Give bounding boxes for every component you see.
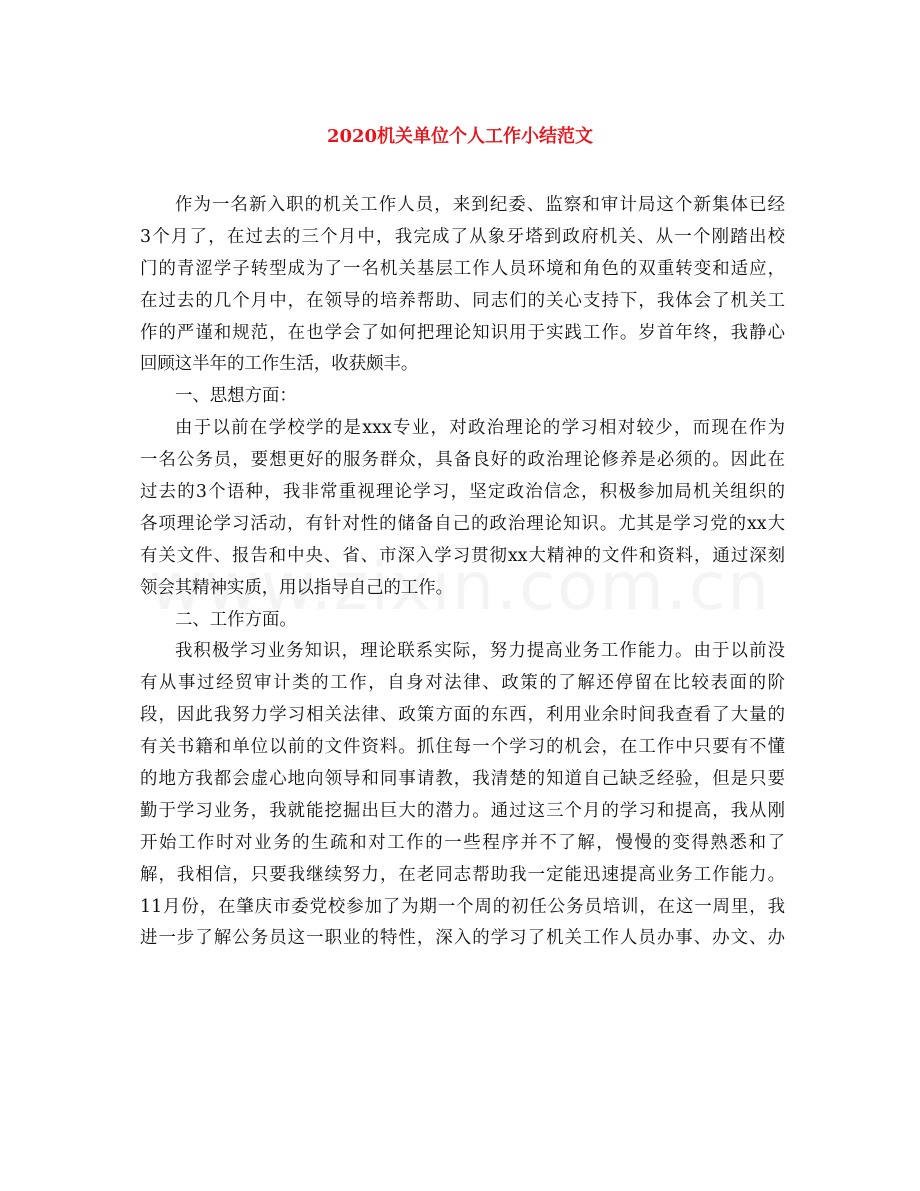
paragraph-line: 解，我相信，只要我继续努力，在老同志帮助我一定能迅速提高业务工作能力。 [140,864,785,885]
paragraph-line: 一名公务员，要想更好的服务群众，具备良好的政治理论修养是必须的。因此在 [140,450,785,471]
paragraph-line: 由于以前在学校学的是xxx专业，对政治理论的学习相对较少，而现在作为 [175,418,785,439]
paragraph-line: 进一步了解公务员这一职业的特性，深入的学习了机关工作人员办事、办文、办 [140,928,785,949]
paragraph-line: 在过去的几个月中，在领导的培养帮助、同志们的关心支持下，我体会了机关工 [140,290,785,311]
paragraph-line: 11月份，在肇庆市委党校参加了为期一个周的初任公务员培训，在这一周里，我 [140,896,785,917]
section-heading: 一、思想方面： [175,386,297,407]
paragraph-line: 开始工作时对业务的生疏和对工作的一些程序并不了解，慢慢的变得熟悉和了 [140,832,785,853]
paragraph-line: 段，因此我努力学习相关法律、政策方面的东西，利用业余时间我查看了大量的 [140,705,785,726]
paragraph-line: 有从事过经贸审计类的工作，自身对法律、政策的了解还停留在比较表面的阶 [140,673,785,694]
paragraph-line: 勤于学习业务，我就能挖掘出巨大的潜力。通过这三个月的学习和提高，我从刚 [140,800,785,821]
paragraph-line: 有关书籍和单位以前的文件资料。抓住每一个学习的机会，在工作中只要有不懂 [140,737,785,758]
paragraph-line: 有关文件、报告和中央、省、市深入学习贯彻xx大精神的文件和资料，通过深刻 [140,545,785,566]
paragraph-line: 3个月了，在过去的三个月中，我完成了从象牙塔到政府机关、从一个刚踏出校 [140,226,785,247]
paragraph-line: 作的严谨和规范，在也学会了如何把理论知识用于实践工作。岁首年终，我静心 [140,322,785,343]
paragraph-line: 门的青涩学子转型成为了一名机关基层工作人员环境和角色的双重转变和适应， [140,258,785,279]
paragraph-line: 各项理论学习活动，有针对性的储备自己的政治理论知识。尤其是学习党的xx大 [140,513,785,534]
paragraph-line: 领会其精神实质，用以指导自己的工作。 [140,577,454,598]
paragraph-line: 过去的3个语种，我非常重视理论学习，坚定政治信念，积极参加局机关组织的 [140,482,785,503]
paragraph-line: 的地方我都会虚心地向领导和同事请教，我清楚的知道自己缺乏经验，但是只要 [140,769,785,790]
paragraph-line: 作为一名新入职的机关工作人员，来到纪委、监察和审计局这个新集体已经 [175,195,785,215]
document-title: 2020机关单位个人工作小结范文 [326,126,594,147]
section-heading: 二、工作方面。 [175,609,297,630]
document-body [140,190,785,955]
paragraph-line: 回顾这半年的工作生活，收获颇丰。 [140,354,419,375]
paragraph-line: 我积极学习业务知识，理论联系实际，努力提高业务工作能力。由于以前没 [175,641,785,662]
